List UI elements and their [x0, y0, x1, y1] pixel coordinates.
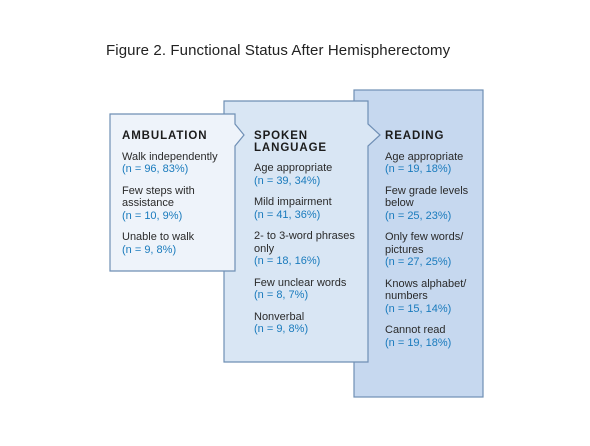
item-count: (n = 8, 7%)	[254, 289, 309, 301]
item-label: Unable to walk	[122, 231, 195, 243]
item-label: Walk independently	[122, 150, 218, 163]
ambulation-items	[122, 151, 230, 257]
list-item	[254, 311, 362, 336]
item-label: Knows alphabet/ numbers	[385, 277, 467, 302]
list-item	[385, 324, 480, 349]
list-item	[385, 231, 480, 269]
list-item	[385, 185, 480, 223]
item-count: (n = 96, 83%)	[122, 163, 189, 175]
item-label: 2- to 3-word phrases only	[254, 230, 355, 255]
item-count: (n = 9, 8%)	[254, 323, 309, 335]
spoken-language-heading: SPOKEN LANGUAGE	[254, 130, 328, 154]
list-item	[254, 162, 362, 187]
item-label: Few unclear words	[254, 276, 347, 289]
item-label: Age appropriate	[385, 150, 464, 163]
item-label: Nonverbal	[254, 310, 305, 323]
item-label: Age appropriate	[254, 162, 333, 174]
spoken-language-column	[254, 131, 362, 345]
item-count: (n = 19, 18%)	[385, 163, 452, 175]
reading-items	[385, 151, 480, 350]
item-label: Few steps with assistance	[122, 184, 195, 209]
item-label: Only few words/ pictures	[385, 231, 464, 256]
item-label: Mild impairment	[254, 196, 332, 208]
ambulation-column	[122, 131, 230, 265]
list-item	[254, 277, 362, 302]
list-item	[122, 185, 230, 223]
list-item	[254, 196, 362, 221]
item-count: (n = 39, 34%)	[254, 174, 321, 187]
item-count: (n = 19, 18%)	[385, 336, 452, 349]
list-item	[122, 231, 230, 256]
item-count: (n = 15, 14%)	[385, 302, 452, 315]
item-count: (n = 10, 9%)	[122, 209, 183, 222]
item-label: Few grade levels below	[385, 184, 469, 209]
reading-heading: READING	[385, 130, 445, 142]
item-count: (n = 18, 16%)	[254, 255, 321, 267]
item-count: (n = 9, 8%)	[122, 243, 177, 256]
spoken-language-items	[254, 162, 362, 336]
list-item	[385, 151, 480, 176]
figure-title: Figure 2. Functional Status After Hemispherectomy	[106, 42, 451, 59]
reading-column	[385, 131, 480, 358]
item-count: (n = 25, 23%)	[385, 209, 452, 222]
list-item	[385, 278, 480, 316]
item-count: (n = 27, 25%)	[385, 256, 452, 268]
item-count: (n = 41, 36%)	[254, 208, 321, 221]
ambulation-heading: AMBULATION	[122, 130, 208, 142]
list-item	[254, 230, 362, 268]
item-label: Cannot read	[385, 324, 446, 336]
list-item	[122, 151, 230, 176]
